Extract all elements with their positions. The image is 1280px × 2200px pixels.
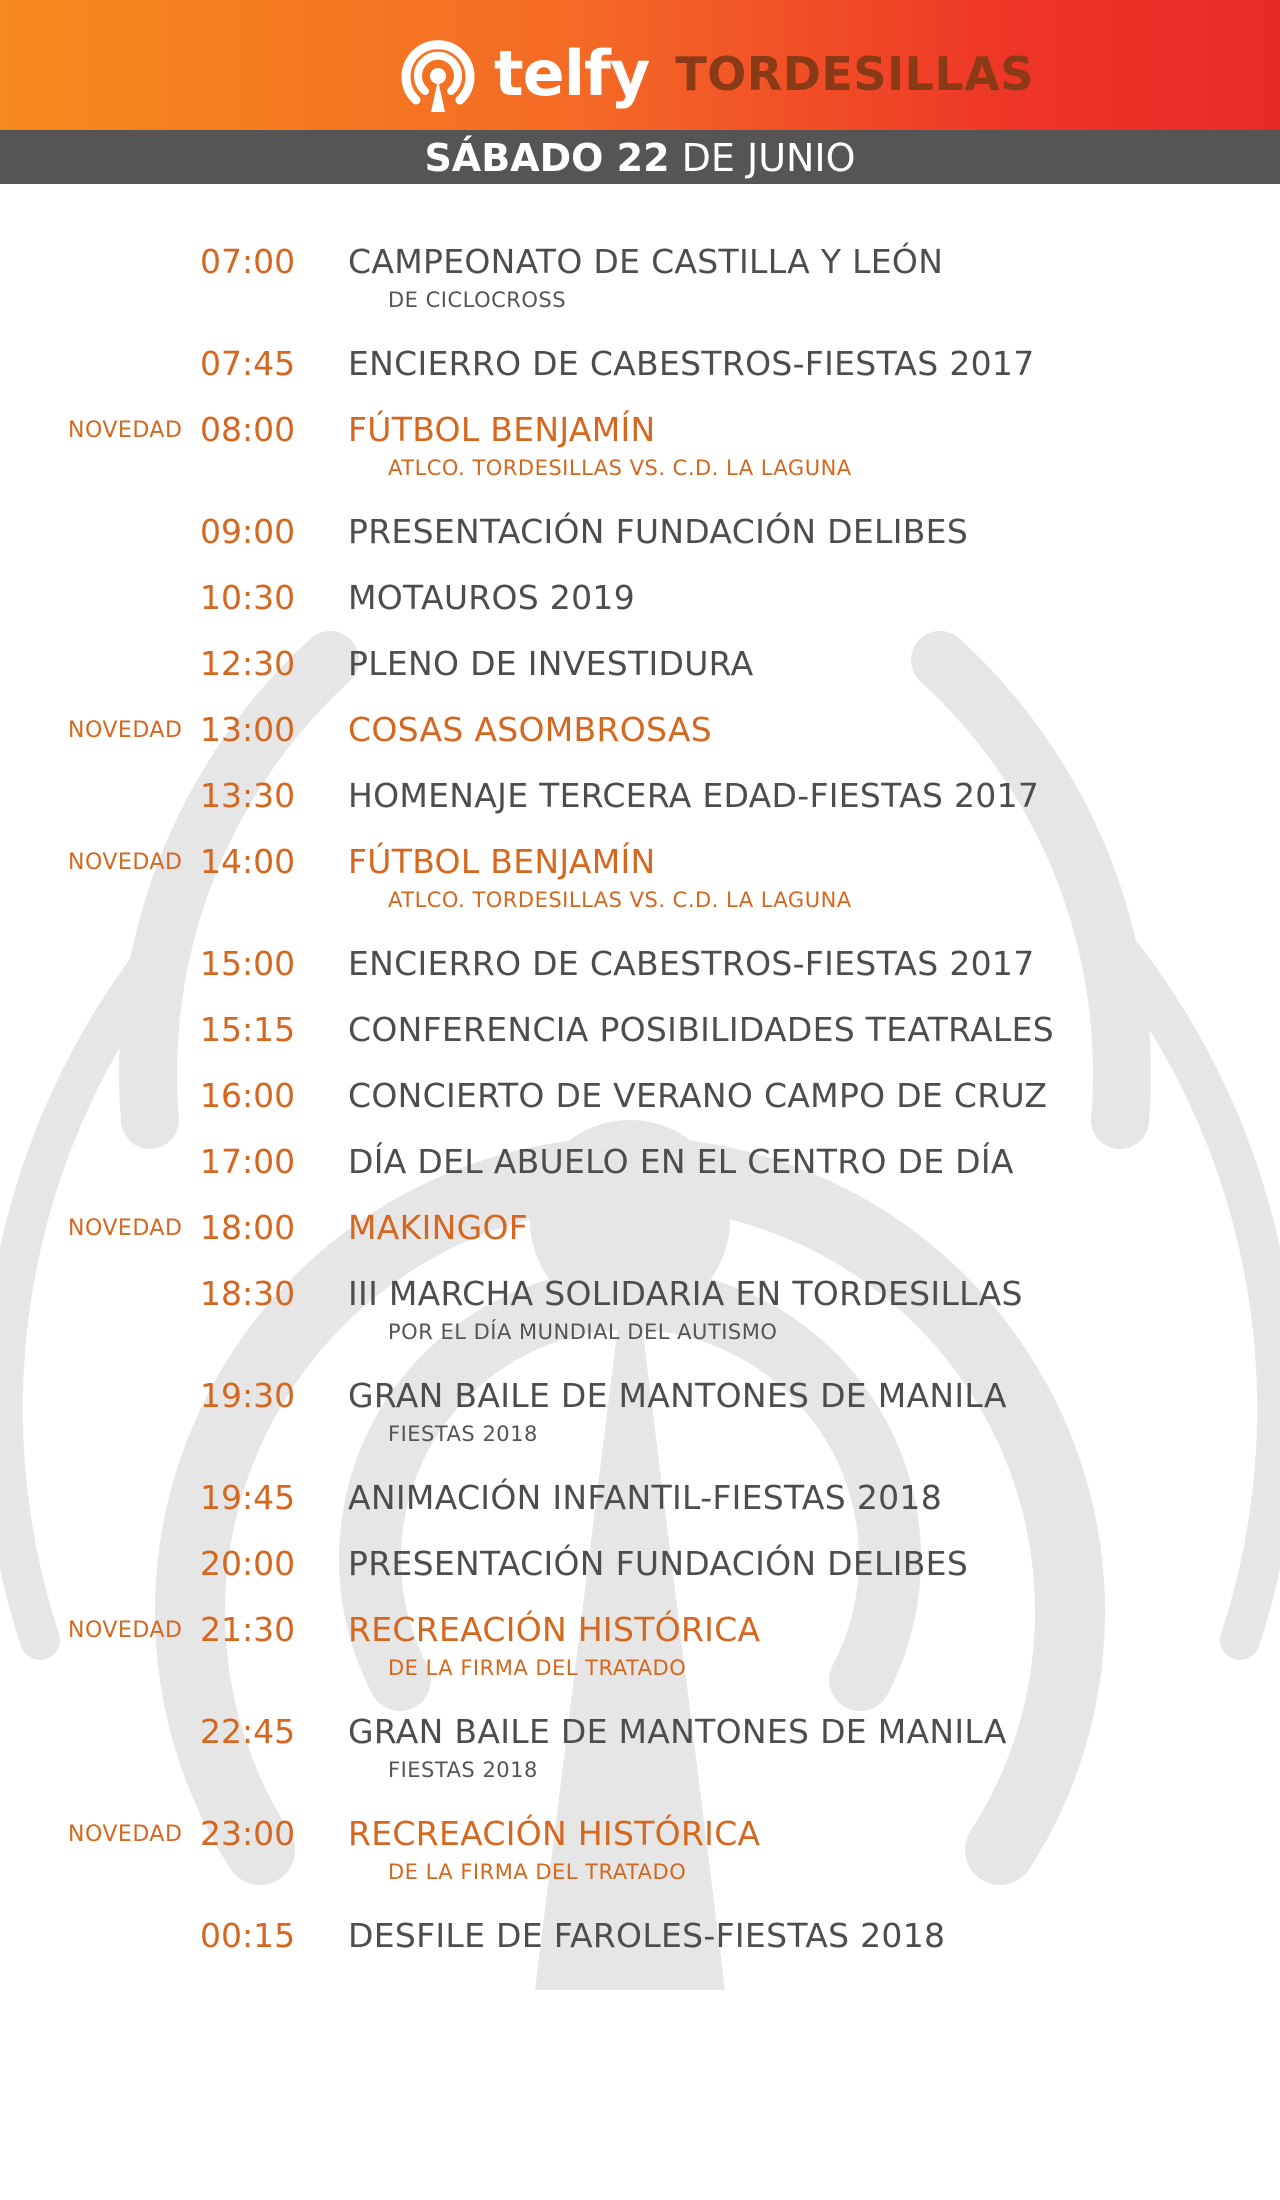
event-time: 19:30 (200, 1376, 296, 1415)
event-time: 08:00 (200, 410, 296, 449)
event-subtitle: ATLCO. TORDESILLAS VS. C.D. LA LAGUNA (388, 456, 852, 480)
event-time: 07:00 (200, 242, 296, 281)
novedad-badge: NOVEDAD (68, 1822, 183, 1847)
schedule-row (0, 1208, 1280, 1268)
schedule-row (0, 1916, 1280, 1976)
schedule-row (0, 410, 1280, 480)
event-title: MOTAUROS 2019 (348, 578, 635, 617)
schedule-row (0, 776, 1280, 836)
novedad-badge: NOVEDAD (68, 1216, 183, 1241)
event-subtitle: POR EL DÍA MUNDIAL DEL AUTISMO (388, 1320, 778, 1344)
event-time: 23:00 (200, 1814, 296, 1853)
event-title: HOMENAJE TERCERA EDAD-FIESTAS 2017 (348, 776, 1040, 815)
event-title: MAKINGOF (348, 1208, 529, 1247)
event-title: PRESENTACIÓN FUNDACIÓN DELIBES (348, 512, 969, 551)
event-title: CONCIERTO DE VERANO CAMPO DE CRUZ (348, 1076, 1048, 1115)
event-time: 14:00 (200, 842, 296, 881)
event-title: FÚTBOL BENJAMÍN (348, 410, 656, 449)
event-time: 19:45 (200, 1478, 296, 1517)
event-title: RECREACIÓN HISTÓRICA (348, 1610, 761, 1649)
event-subtitle: DE LA FIRMA DEL TRATADO (388, 1656, 687, 1680)
event-title: FÚTBOL BENJAMÍN (348, 842, 656, 881)
novedad-badge: NOVEDAD (68, 850, 183, 875)
event-time: 21:30 (200, 1610, 296, 1649)
schedule-row (0, 1814, 1280, 1884)
event-subtitle: DE LA FIRMA DEL TRATADO (388, 1860, 687, 1884)
event-title: COSAS ASOMBROSAS (348, 710, 712, 749)
novedad-badge: NOVEDAD (68, 1618, 183, 1643)
brand-logo (390, 34, 1034, 114)
event-time: 17:00 (200, 1142, 296, 1181)
schedule-row (0, 1274, 1280, 1344)
event-title: GRAN BAILE DE MANTONES DE MANILA (348, 1376, 1007, 1415)
schedule-row (0, 512, 1280, 572)
novedad-badge: NOVEDAD (68, 418, 183, 443)
event-title: CONFERENCIA POSIBILIDADES TEATRALES (348, 1010, 1055, 1049)
schedule-row (0, 1544, 1280, 1604)
event-title: GRAN BAILE DE MANTONES DE MANILA (348, 1712, 1007, 1751)
schedule-row (0, 1478, 1280, 1538)
schedule-row (0, 944, 1280, 1004)
event-title: RECREACIÓN HISTÓRICA (348, 1814, 761, 1853)
event-time: 10:30 (200, 578, 296, 617)
event-subtitle: FIESTAS 2018 (388, 1758, 538, 1782)
event-title: III MARCHA SOLIDARIA EN TORDESILLAS (348, 1274, 1023, 1313)
event-title: ANIMACIÓN INFANTIL-FIESTAS 2018 (348, 1478, 943, 1517)
schedule-row (0, 1376, 1280, 1446)
event-time: 12:30 (200, 644, 296, 683)
event-time: 13:00 (200, 710, 296, 749)
event-time: 00:15 (200, 1916, 296, 1955)
event-time: 20:00 (200, 1544, 296, 1583)
event-title: PLENO DE INVESTIDURA (348, 644, 754, 683)
event-title: CAMPEONATO DE CASTILLA Y LEÓN (348, 242, 944, 281)
event-time: 16:00 (200, 1076, 296, 1115)
event-time: 07:45 (200, 344, 296, 383)
event-time: 09:00 (200, 512, 296, 551)
schedule-row (0, 1610, 1280, 1680)
schedule-row (0, 578, 1280, 638)
event-subtitle: ATLCO. TORDESILLAS VS. C.D. LA LAGUNA (388, 888, 852, 912)
schedule-row (0, 1076, 1280, 1136)
date-band (0, 130, 1280, 184)
novedad-badge: NOVEDAD (68, 718, 183, 743)
event-title: DESFILE DE FAROLES-FIESTAS 2018 (348, 1916, 946, 1955)
brand-name: telfy (494, 37, 650, 110)
schedule-row (0, 1142, 1280, 1202)
header-banner (0, 0, 1280, 130)
schedule-row (0, 1010, 1280, 1070)
event-time: 13:30 (200, 776, 296, 815)
event-time: 22:45 (200, 1712, 296, 1751)
event-title: PRESENTACIÓN FUNDACIÓN DELIBES (348, 1544, 969, 1583)
date-month: DE JUNIO (681, 136, 856, 180)
broadcast-signal-icon (390, 34, 486, 114)
schedule-row (0, 1712, 1280, 1782)
event-title: ENCIERRO DE CABESTROS-FIESTAS 2017 (348, 944, 1035, 983)
event-title: DÍA DEL ABUELO EN EL CENTRO DE DÍA (348, 1142, 1014, 1181)
event-time: 18:30 (200, 1274, 296, 1313)
schedule-row (0, 644, 1280, 704)
event-subtitle: FIESTAS 2018 (388, 1422, 538, 1446)
city-name: TORDESILLAS (675, 47, 1034, 101)
event-time: 15:00 (200, 944, 296, 983)
event-subtitle: DE CICLOCROSS (388, 288, 567, 312)
schedule-row (0, 710, 1280, 770)
date-day: SÁBADO 22 (424, 136, 670, 180)
schedule-row (0, 242, 1280, 312)
event-title: ENCIERRO DE CABESTROS-FIESTAS 2017 (348, 344, 1035, 383)
event-time: 15:15 (200, 1010, 296, 1049)
event-time: 18:00 (200, 1208, 296, 1247)
schedule-row (0, 344, 1280, 404)
schedule-row (0, 842, 1280, 912)
